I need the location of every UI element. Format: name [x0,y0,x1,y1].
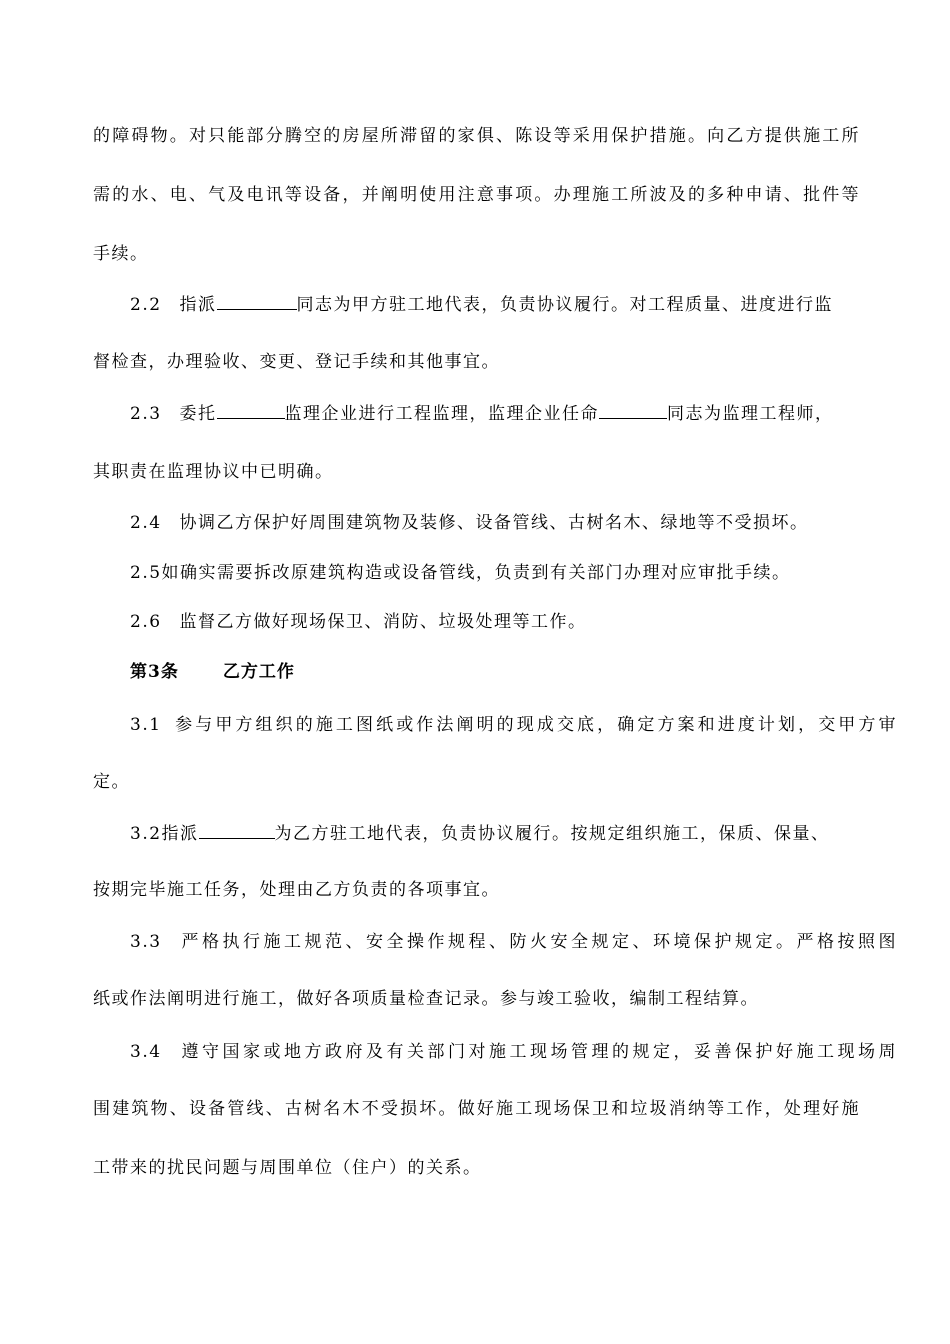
clause-number: 2.3 [130,404,162,424]
clause-2-2 [93,294,897,316]
clause-2-4 [93,512,897,534]
clause-text: 严格执行施工规范、安全操作规程、防火安全规定、环境保护规定。严格按照图 [179,932,897,952]
clause-text: 同志为甲方驻工地代表，负责协议履行。对工程质量、进度进行监 [296,295,834,315]
clause-text: 协调乙方保护好周围建筑物及装修、设备管线、古树名木、绿地等不受损坏。 [179,513,809,533]
clause-text: 监理企业进行工程监理，监理企业任命 [284,404,600,424]
fill-in-blank[interactable] [217,403,285,419]
clause-text: 同志为监理工程师， [667,404,834,424]
clause-3-4 [93,1041,897,1063]
clause-number: 2.2 [130,295,162,315]
text-line: 围建筑物、设备管线、古树名木不受损坏。做好施工现场保卫和垃圾消纳等工作，处理好施 [93,1099,860,1119]
clause-2-6 [93,611,897,633]
clause-text: 3.2指派 [130,824,199,844]
clause-3-1 [93,714,897,736]
clause-text: 监督乙方做好现场保卫、消防、垃圾处理等工作。 [179,612,587,632]
article-heading [93,661,897,683]
clause-number: 2.4 [130,513,162,533]
clause-number: 3.1 [130,715,162,735]
clause-text: 指派 [179,295,217,315]
fill-in-blank[interactable] [599,403,667,419]
fill-in-blank[interactable] [199,823,275,839]
text-line: 手续。 [93,244,149,264]
fill-in-blank[interactable] [217,294,297,310]
clause-number: 3.3 [130,932,162,952]
clause-text: 参与甲方组织的施工图纸或作法阐明的现成交底，确定方案和进度计划，交甲方审 [173,715,897,735]
text-line: 定。 [93,772,130,792]
text-line: 其职责在监理协议中已明确。 [93,462,334,482]
clause-2-3 [93,403,897,425]
article-number: 第3条 [130,662,179,682]
clause-text: 遵守国家或地方政府及有关部门对施工现场管理的规定，妥善保护好施工现场周 [179,1042,897,1062]
clause-text: 为乙方驻工地代表，负责协议履行。按规定组织施工，保质、保量、 [274,824,830,844]
text-line: 需的水、电、气及电讯等设备，并阐明使用注意事项。办理施工所波及的多种申请、批件等 [93,185,860,205]
article-title: 乙方工作 [222,662,295,682]
text-line: 纸或作法阐明进行施工，做好各项质量检查记录。参与竣工验收，编制工程结算。 [93,989,759,1009]
clause-2-5: 2.5如确实需要拆改原建筑构造或设备管线，负责到有关部门办理对应审批手续。 [130,563,791,583]
clause-3-2 [93,823,897,845]
clause-text: 委托 [179,404,217,424]
text-line: 工带来的扰民问题与周围单位（住户）的关系。 [93,1158,482,1178]
text-line: 的障碍物。对只能部分腾空的房屋所滞留的家俱、陈设等采用保护措施。向乙方提供施工所 [93,126,860,146]
clause-number: 3.4 [130,1042,162,1062]
text-line: 按期完毕施工任务，处理由乙方负责的各项事宜。 [93,880,500,900]
clause-3-3 [93,931,897,953]
text-line: 督检查，办理验收、变更、登记手续和其他事宜。 [93,352,500,372]
clause-number: 2.6 [130,612,162,632]
